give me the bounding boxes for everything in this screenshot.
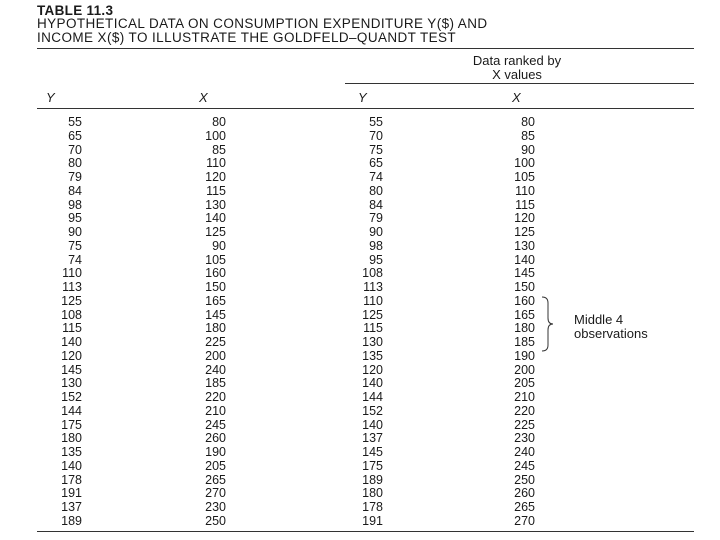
- cell-x: 260: [205, 431, 226, 446]
- cell-y: 140: [61, 335, 82, 349]
- cell-ranked-x: 250: [514, 472, 535, 487]
- cell-ranked-y: 189: [362, 472, 383, 487]
- ranked-header-line-2: X values: [492, 67, 542, 82]
- cell-ranked-y: 115: [363, 321, 383, 336]
- cell-y: 108: [61, 307, 82, 322]
- ranked-header-line-1: Data ranked by: [472, 53, 562, 68]
- cell-y: 79: [68, 170, 82, 184]
- cell-ranked-x: 210: [514, 390, 535, 404]
- col-header-ranked-x: X: [512, 90, 521, 105]
- middle-note-line-1: Middle 4: [574, 312, 624, 327]
- cell-ranked-y: 95: [369, 252, 383, 267]
- cell-x: 100: [205, 128, 226, 143]
- cell-ranked-y: 144: [362, 390, 383, 404]
- cell-x: 225: [205, 335, 226, 349]
- col-header-x: X: [199, 90, 208, 105]
- cell-ranked-y: 65: [369, 156, 383, 171]
- table-label: TABLE 11.3: [37, 3, 114, 18]
- cell-y: 95: [68, 211, 82, 226]
- cell-ranked-x: 160: [514, 293, 535, 308]
- cell-ranked-x: 165: [514, 307, 535, 322]
- cell-x: 210: [205, 403, 226, 418]
- cell-ranked-y: 55: [369, 115, 383, 129]
- cell-y: 144: [61, 403, 82, 418]
- cell-y: 125: [61, 293, 82, 308]
- cell-ranked-x: 110: [515, 183, 535, 198]
- cell-ranked-y: 178: [362, 500, 383, 514]
- table-title-line-2: INCOME X($) TO ILLUSTRATE THE GOLDFELD–QUANDT TEST: [37, 30, 457, 45]
- cell-y: 178: [61, 472, 82, 487]
- cell-ranked-x: 240: [514, 445, 535, 459]
- cell-ranked-x: 270: [514, 513, 535, 528]
- cell-ranked-y: 108: [362, 266, 383, 281]
- cell-y: 135: [61, 445, 82, 459]
- cell-ranked-x: 185: [514, 335, 535, 349]
- col-header-y: Y: [46, 90, 55, 105]
- top-rule: [37, 48, 694, 49]
- cell-x: 230: [205, 500, 226, 514]
- ranked-rule: [345, 83, 694, 84]
- cell-ranked-x: 85: [521, 128, 535, 143]
- middle-note-line-2: observations: [574, 326, 648, 341]
- cell-x: 270: [205, 486, 226, 501]
- cell-ranked-y: 75: [369, 142, 383, 157]
- cell-ranked-y: 120: [362, 362, 383, 377]
- cell-x: 265: [205, 472, 226, 487]
- cell-ranked-x: 220: [514, 403, 535, 418]
- ranked-header: [432, 54, 602, 82]
- cell-y: 145: [61, 362, 82, 377]
- cell-ranked-x: 225: [514, 417, 535, 432]
- cell-ranked-y: 137: [362, 431, 383, 446]
- cell-y: 90: [68, 225, 82, 239]
- cell-ranked-x: 115: [515, 197, 535, 212]
- cell-ranked-y: 113: [363, 280, 383, 294]
- cell-x: 125: [205, 225, 226, 239]
- cell-ranked-y: 98: [369, 238, 383, 253]
- cell-x: 180: [205, 321, 226, 336]
- middle-observations-note: [574, 313, 648, 341]
- cell-ranked-y: 140: [362, 417, 383, 432]
- cell-x: 160: [205, 266, 226, 281]
- cell-y: 189: [61, 513, 82, 528]
- cell-ranked-x: 260: [514, 486, 535, 501]
- cell-y: 84: [68, 183, 82, 198]
- cell-ranked-x: 120: [514, 211, 535, 226]
- cell-y: 137: [61, 500, 82, 514]
- cell-x: 240: [205, 362, 226, 377]
- cell-x: 250: [205, 513, 226, 528]
- cell-x: 120: [205, 170, 226, 184]
- cell-ranked-x: 230: [514, 431, 535, 446]
- cell-y: 55: [68, 115, 82, 129]
- cell-y: 98: [68, 197, 82, 212]
- cell-ranked-y: 110: [363, 293, 383, 308]
- cell-ranked-y: 145: [362, 445, 383, 459]
- col-header-ranked-y: Y: [358, 90, 367, 105]
- cell-y: 115: [62, 321, 82, 336]
- cell-y: 191: [61, 486, 82, 501]
- cell-ranked-y: 191: [362, 513, 383, 528]
- cell-y: 65: [68, 128, 82, 143]
- cell-x: 245: [205, 417, 226, 432]
- cell-ranked-x: 265: [514, 500, 535, 514]
- cell-y: 74: [68, 252, 82, 267]
- cell-ranked-y: 79: [369, 211, 383, 226]
- cell-y: 75: [68, 238, 82, 253]
- cell-ranked-x: 245: [514, 458, 535, 473]
- cell-y: 120: [61, 348, 82, 363]
- cell-y: 110: [62, 266, 82, 281]
- cell-y: 180: [61, 431, 82, 446]
- cell-x: 115: [206, 183, 226, 198]
- cell-ranked-y: 70: [369, 128, 383, 143]
- cell-x: 220: [205, 390, 226, 404]
- cell-ranked-x: 140: [514, 252, 535, 267]
- cell-x: 80: [212, 115, 226, 129]
- cell-ranked-y: 80: [369, 183, 383, 198]
- cell-x: 185: [205, 376, 226, 391]
- cell-x: 130: [205, 197, 226, 212]
- cell-y: 70: [68, 142, 82, 157]
- cell-ranked-x: 125: [514, 225, 535, 239]
- cell-ranked-x: 205: [514, 376, 535, 391]
- cell-ranked-x: 105: [514, 170, 535, 184]
- table-title-line-1: HYPOTHETICAL DATA ON CONSUMPTION EXPENDITURE Y($) AND: [37, 16, 488, 31]
- cell-ranked-x: 190: [514, 348, 535, 363]
- header-rule: [37, 108, 694, 109]
- cell-y: 175: [61, 417, 82, 432]
- cell-ranked-y: 140: [362, 376, 383, 391]
- cell-ranked-y: 180: [362, 486, 383, 501]
- cell-ranked-y: 90: [369, 225, 383, 239]
- cell-ranked-x: 100: [514, 156, 535, 171]
- cell-x: 105: [205, 252, 226, 267]
- cell-ranked-y: 84: [369, 197, 383, 212]
- cell-x: 190: [205, 445, 226, 459]
- cell-x: 165: [205, 293, 226, 308]
- cell-ranked-x: 180: [514, 321, 535, 336]
- cell-x: 205: [205, 458, 226, 473]
- cell-ranked-y: 175: [362, 458, 383, 473]
- cell-ranked-y: 74: [369, 170, 383, 184]
- bottom-rule: [37, 531, 694, 532]
- cell-y: 130: [61, 376, 82, 391]
- cell-ranked-y: 130: [362, 335, 383, 349]
- cell-ranked-x: 90: [521, 142, 535, 157]
- cell-ranked-x: 80: [521, 115, 535, 129]
- cell-x: 200: [205, 348, 226, 363]
- cell-x: 85: [212, 142, 226, 157]
- cell-ranked-x: 145: [514, 266, 535, 281]
- cell-x: 90: [212, 238, 226, 253]
- cell-x: 145: [205, 307, 226, 322]
- cell-ranked-y: 152: [362, 403, 383, 418]
- cell-y: 152: [61, 390, 82, 404]
- cell-x: 150: [205, 280, 226, 294]
- cell-y: 140: [61, 458, 82, 473]
- cell-ranked-x: 130: [514, 238, 535, 253]
- cell-y: 80: [68, 156, 82, 171]
- cell-x: 140: [205, 211, 226, 226]
- cell-ranked-y: 135: [362, 348, 383, 363]
- cell-ranked-y: 125: [362, 307, 383, 322]
- cell-ranked-x: 150: [514, 280, 535, 294]
- brace-icon: [540, 296, 554, 352]
- cell-x: 110: [206, 156, 226, 171]
- cell-ranked-x: 200: [514, 362, 535, 377]
- cell-y: 113: [62, 280, 82, 294]
